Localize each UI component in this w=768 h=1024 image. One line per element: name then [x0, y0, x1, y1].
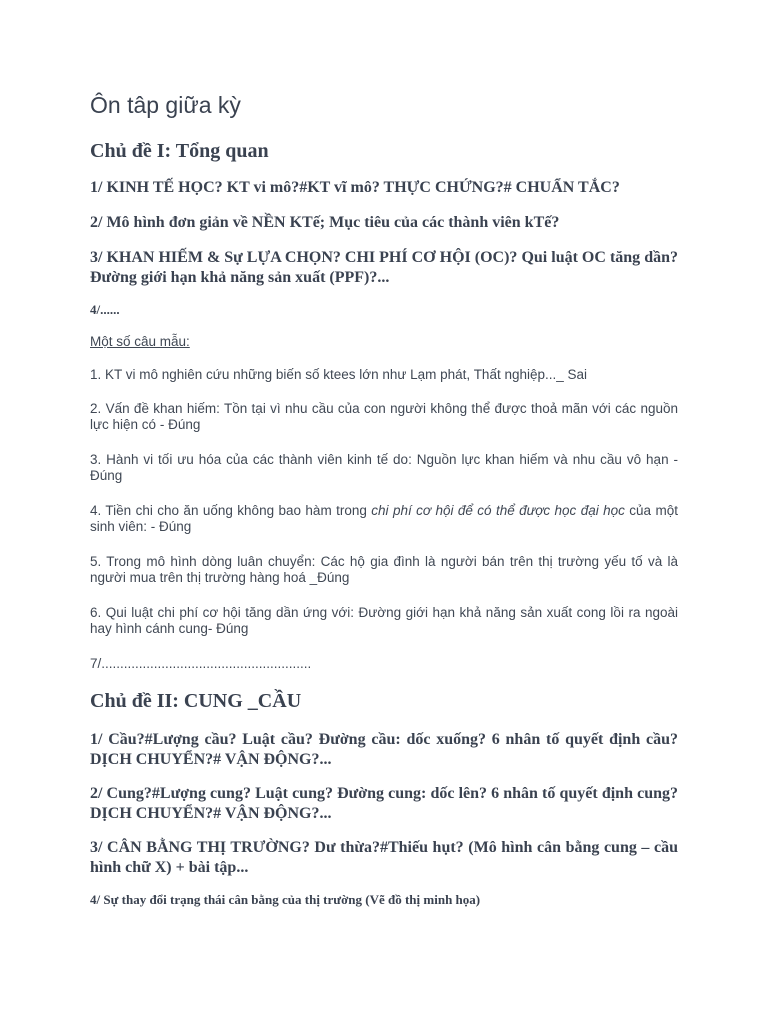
sample-1: 1. KT vi mô nghiên cứu những biến số ktees lớn như Lạm phát, Thất nghiệp..._ Sai: [90, 367, 588, 382]
topic2-question-2: 2/ Cung?#Lượng cung? Luật cung? Đường cung: dốc lên? 6 nhân tố quyết định cung? DỊCH CHUYỂN?# VẬN ĐỘNG?...: [90, 785, 678, 822]
topic2-heading: Chủ đề II: CUNG _CẦU: [90, 690, 302, 712]
sample-3: 3. Hành vi tối ưu hóa của các thành viên kinh tế do: Nguồn lực khan hiếm và nhu cầu vô hạn - Đúng: [90, 452, 678, 483]
sample-2: 2. Vấn đề khan hiếm: Tồn tại vì nhu cầu của con người không thể được thoả mãn với các nguồn lực hiện có - Đúng: [90, 401, 678, 432]
topic2-question-1: 1/ Cầu?#Lượng cầu? Luật cầu? Đường cầu: dốc xuống? 6 nhân tố quyết định cầu? DỊCH CHUYỂN?# VẬN ĐỘNG?...: [90, 731, 678, 768]
topic1-question-3: 3/ KHAN HIẾM & Sự LỰA CHỌN? CHI PHÍ CƠ HỘI (OC)? Qui luật OC tăng dần? Đường giới hạn khả năng sản xuất (PPF)?...: [90, 249, 678, 286]
topic2-question-4: 4/ Sự thay đổi trạng thái cân bằng của thị trường (Vẽ đồ thị minh họa): [90, 892, 481, 907]
samples-heading: Một số câu mẫu:: [90, 334, 190, 349]
topic2-question-3: 3/ CÂN BẰNG THỊ TRƯỜNG? Dư thừa?#Thiếu hụt? (Mô hình cân bằng cung – cầu hình chữ X) + bài tập...: [90, 839, 678, 876]
document-title: Ôn tâp giữa kỳ: [90, 92, 241, 118]
topic1-heading: Chủ đề I: Tổng quan: [90, 140, 269, 162]
topic1-question-2: 2/ Mô hình đơn giản về NỀN KTế; Mục tiêu của các thành viên kTế?: [90, 214, 560, 231]
topic1-question-4: 4/......: [90, 302, 120, 317]
sample-4: [90, 503, 678, 535]
sample-7: 7/........................................................: [90, 656, 312, 671]
sample-6: 6. Qui luật chi phí cơ hội tăng dần ứng với: Đường giới hạn khả năng sản xuất cong lồi ra ngoài hay hình cánh cung- Đúng: [90, 605, 678, 636]
sample-5: 5. Trong mô hình dòng luân chuyển: Các hộ gia đình là người bán trên thị trường yếu tố và là người mua trên thị trường hàng hoá _Đúng: [90, 554, 678, 585]
sample-4-italic: chi phí cơ hội để có thể được học đại học: [371, 503, 625, 518]
sample-4-text-end: của một sinh viên: - Đúng: [90, 503, 678, 534]
topic1-question-1: 1/ KINH TẾ HỌC? KT vi mô?#KT vĩ mô? THỰC CHỨNG?# CHUẨN TẮC?: [90, 179, 620, 196]
sample-4-text-start: 4. Tiền chi cho ăn uống không bao hàm trong: [90, 503, 372, 518]
